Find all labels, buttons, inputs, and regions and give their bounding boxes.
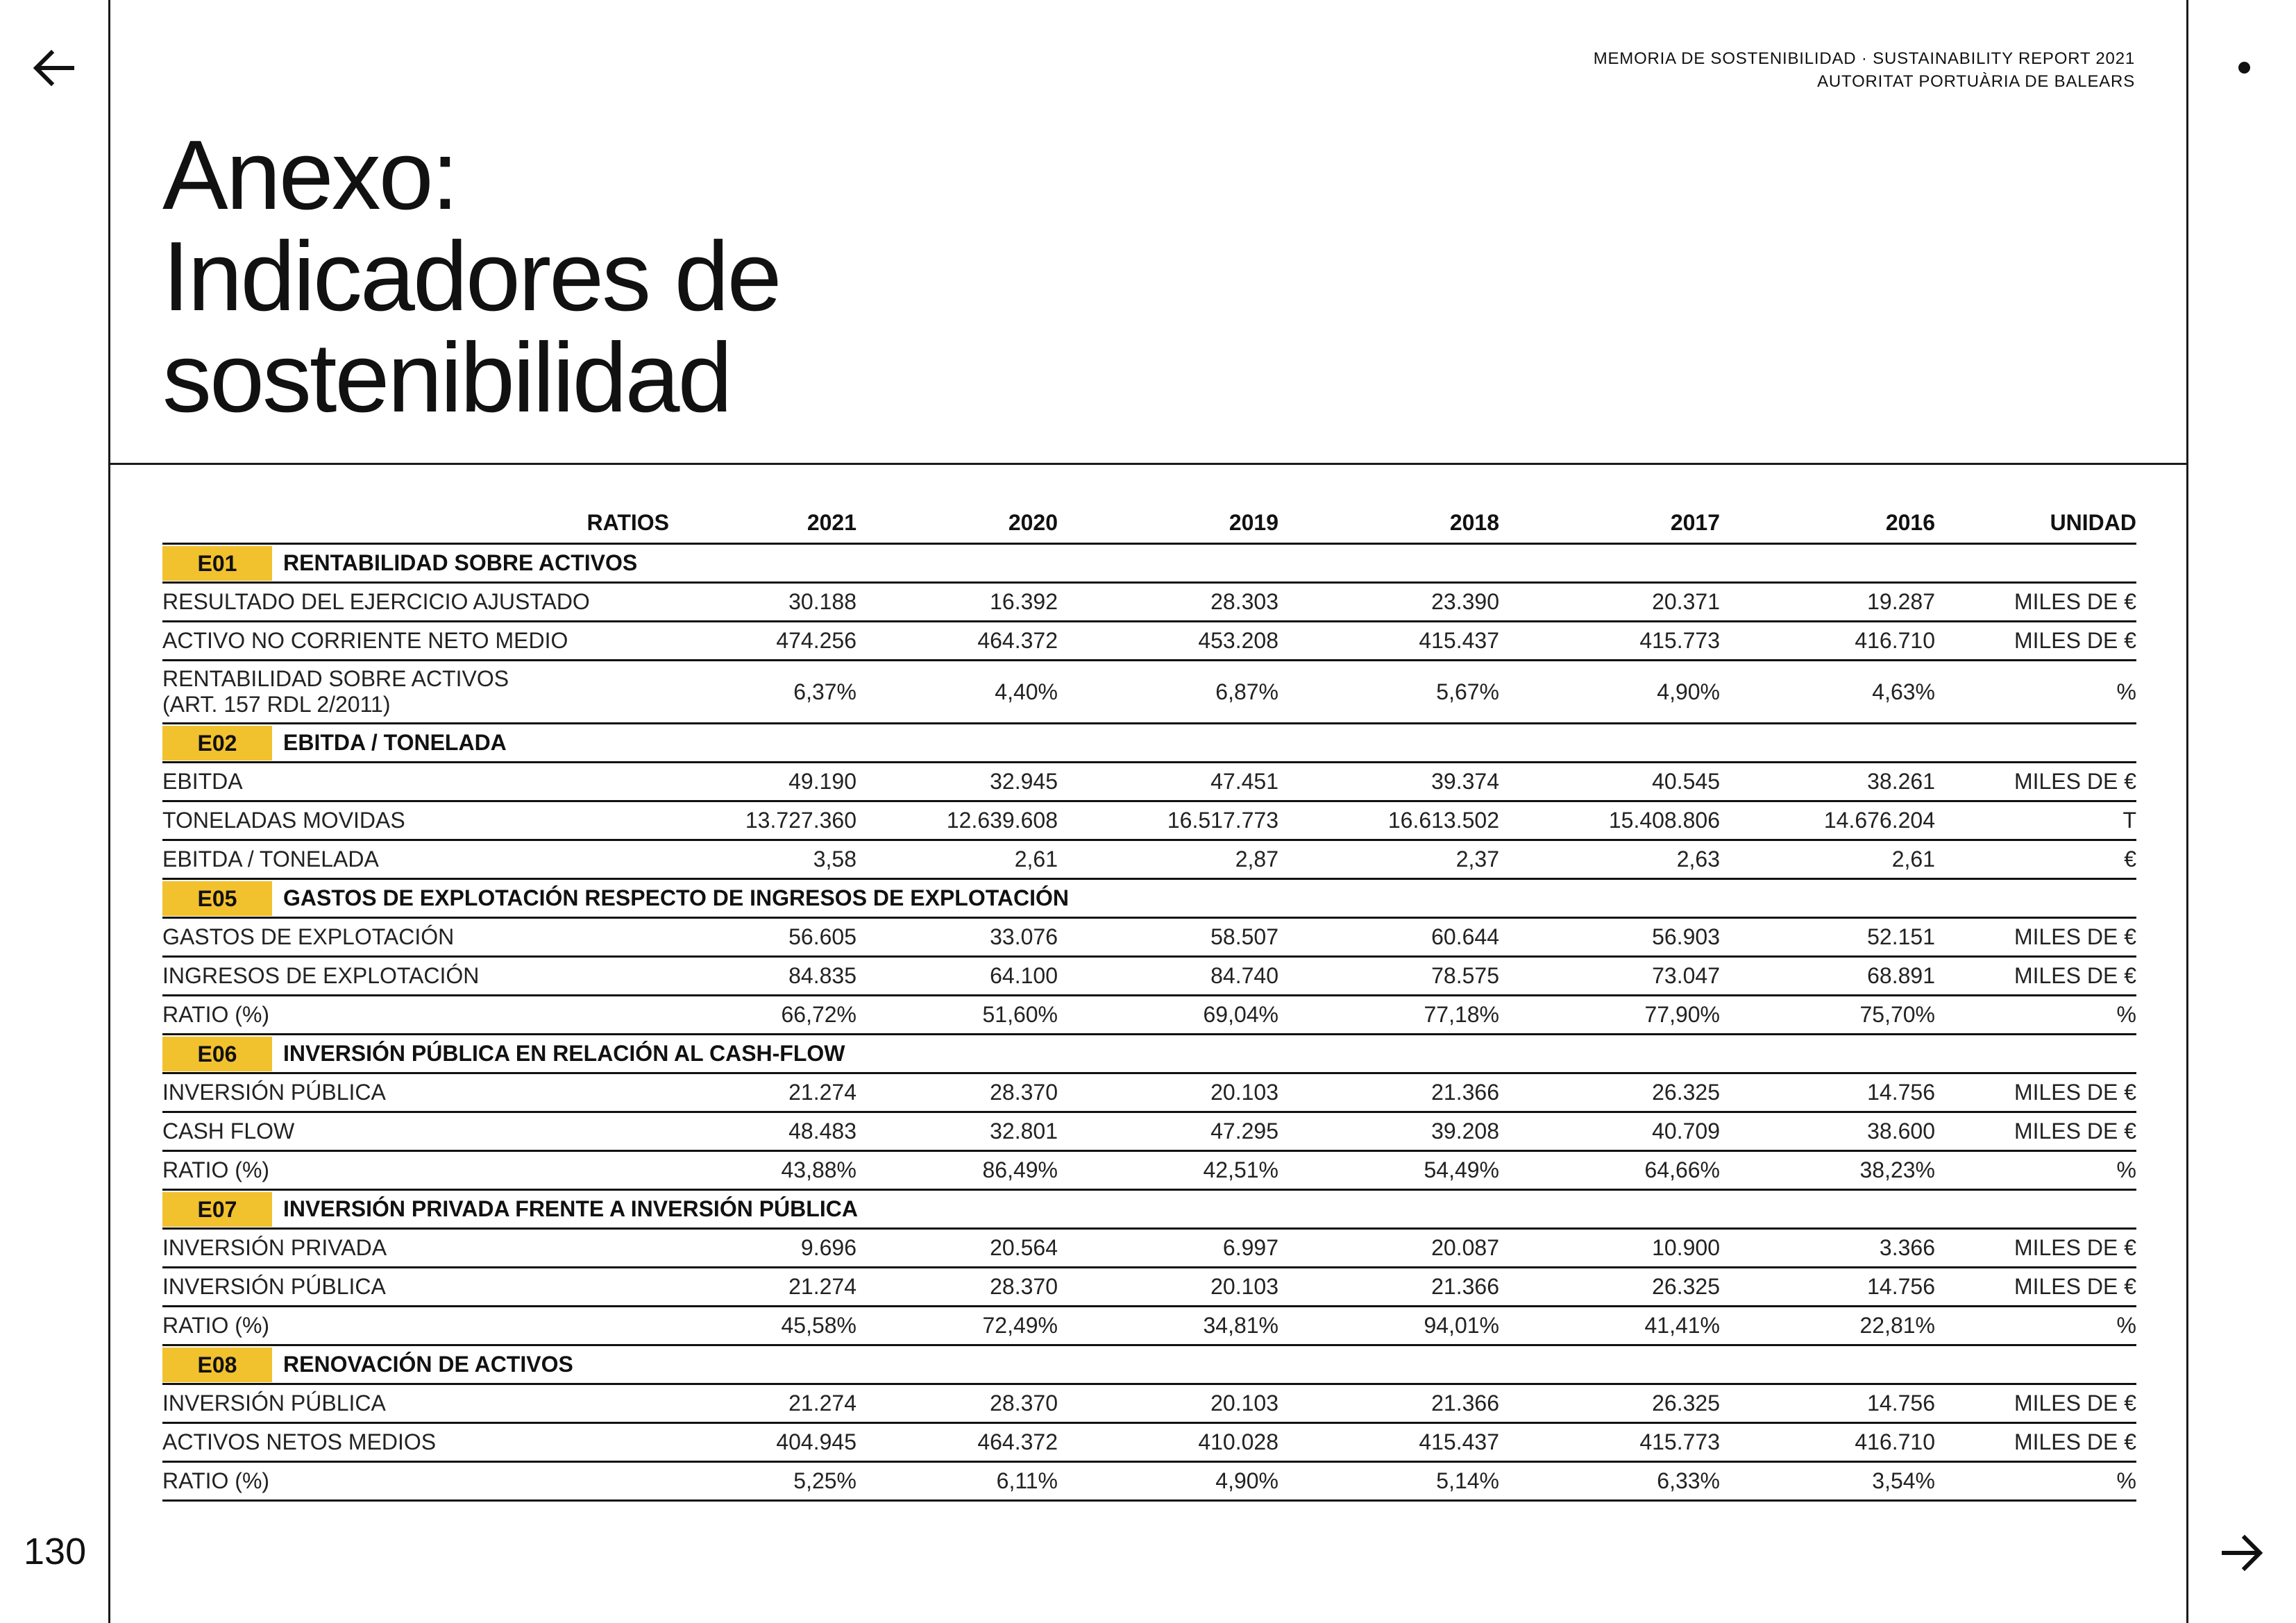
- row-label-text: TONELADAS MOVIDAS: [162, 808, 405, 833]
- unit-cell: %: [1935, 1462, 2136, 1501]
- table-row: [162, 763, 2136, 801]
- row-label: [162, 1151, 669, 1190]
- row-label: [162, 801, 669, 840]
- column-header-year: 2020: [856, 503, 1058, 544]
- value-cell: 38.261: [1720, 763, 1935, 801]
- value-cell: 415.437: [1278, 622, 1499, 661]
- value-cell: 21.274: [669, 1384, 856, 1423]
- unit-cell: %: [1935, 1151, 2136, 1190]
- section-row: [162, 1190, 2136, 1229]
- value-cell: 2,63: [1499, 840, 1720, 879]
- value-cell: 415.773: [1499, 622, 1720, 661]
- value-cell: 26.325: [1499, 1073, 1720, 1112]
- value-cell: 20.103: [1058, 1073, 1278, 1112]
- value-cell: 26.325: [1499, 1268, 1720, 1307]
- row-label-text: EBITDA / TONELADA: [162, 847, 379, 872]
- value-cell: 415.437: [1278, 1423, 1499, 1462]
- value-cell: 78.575: [1278, 957, 1499, 996]
- row-label: [162, 840, 669, 879]
- unit-cell: MILES DE €: [1935, 1268, 2136, 1307]
- value-cell: 16.517.773: [1058, 801, 1278, 840]
- row-label-text: GASTOS DE EXPLOTACIÓN: [162, 924, 455, 949]
- value-cell: 404.945: [669, 1423, 856, 1462]
- value-cell: 39.374: [1278, 763, 1499, 801]
- bullet-dot-icon: [2238, 62, 2250, 74]
- unit-cell: MILES DE €: [1935, 622, 2136, 661]
- unit-cell: MILES DE €: [1935, 1384, 2136, 1423]
- value-cell: 453.208: [1058, 622, 1278, 661]
- unit-cell: MILES DE €: [1935, 957, 2136, 996]
- value-cell: 47.295: [1058, 1112, 1278, 1151]
- table-row: [162, 1229, 2136, 1268]
- value-cell: 66,72%: [669, 996, 856, 1035]
- row-label-text: RESULTADO DEL EJERCICIO AJUSTADO: [162, 589, 590, 614]
- value-cell: 52.151: [1720, 918, 1935, 957]
- value-cell: 33.076: [856, 918, 1058, 957]
- value-cell: 30.188: [669, 583, 856, 622]
- report-header: [1594, 47, 2135, 93]
- value-cell: 3.366: [1720, 1229, 1935, 1268]
- value-cell: 415.773: [1499, 1423, 1720, 1462]
- value-cell: 69,04%: [1058, 996, 1278, 1035]
- left-border-line: [108, 0, 110, 1623]
- value-cell: 54,49%: [1278, 1151, 1499, 1190]
- value-cell: 2,87: [1058, 840, 1278, 879]
- table-row: [162, 957, 2136, 996]
- row-label-text: RATIO (%): [162, 1468, 270, 1493]
- indicator-code-badge: E07: [162, 1192, 272, 1227]
- value-cell: 416.710: [1720, 1423, 1935, 1462]
- row-label: [162, 622, 669, 661]
- value-cell: 20.564: [856, 1229, 1058, 1268]
- row-label: [162, 763, 669, 801]
- indicator-code-badge: E01: [162, 546, 272, 581]
- table-row: [162, 1268, 2136, 1307]
- report-header-line2: AUTORITAT PORTUÀRIA DE BALEARS: [1817, 72, 2135, 91]
- section-row: [162, 879, 2136, 918]
- section-row: [162, 544, 2136, 583]
- row-label: [162, 1268, 669, 1307]
- table-header-row: [162, 503, 2136, 544]
- unit-cell: %: [1935, 1307, 2136, 1345]
- value-cell: 48.483: [669, 1112, 856, 1151]
- value-cell: 32.945: [856, 763, 1058, 801]
- row-label-text: INVERSIÓN PRIVADA: [162, 1235, 387, 1260]
- value-cell: 43,88%: [669, 1151, 856, 1190]
- value-cell: 64.100: [856, 957, 1058, 996]
- column-header-year: 2017: [1499, 503, 1720, 544]
- value-cell: 13.727.360: [669, 801, 856, 840]
- column-header-year: 2021: [669, 503, 856, 544]
- row-label-text: INVERSIÓN PÚBLICA: [162, 1080, 386, 1105]
- table-row: [162, 918, 2136, 957]
- value-cell: 6,87%: [1058, 661, 1278, 724]
- table-row: [162, 996, 2136, 1035]
- value-cell: 45,58%: [669, 1307, 856, 1345]
- unit-cell: MILES DE €: [1935, 583, 2136, 622]
- value-cell: 75,70%: [1720, 996, 1935, 1035]
- value-cell: 6,33%: [1499, 1462, 1720, 1501]
- value-cell: 6,11%: [856, 1462, 1058, 1501]
- value-cell: 21.366: [1278, 1384, 1499, 1423]
- table-body: [162, 544, 2136, 1501]
- indicator-code-badge: E08: [162, 1348, 272, 1382]
- unit-cell: %: [1935, 996, 2136, 1035]
- unit-cell: %: [1935, 661, 2136, 724]
- table-row: [162, 1384, 2136, 1423]
- unit-cell: MILES DE €: [1935, 1112, 2136, 1151]
- table-row: [162, 583, 2136, 622]
- row-label: [162, 996, 669, 1035]
- row-label-text: INVERSIÓN PÚBLICA: [162, 1274, 386, 1299]
- value-cell: 58.507: [1058, 918, 1278, 957]
- table-row: [162, 622, 2136, 661]
- value-cell: 3,58: [669, 840, 856, 879]
- table-row: [162, 1423, 2136, 1462]
- indicator-title: INVERSIÓN PRIVADA FRENTE A INVERSIÓN PÚBLICA: [283, 1196, 858, 1221]
- value-cell: 15.408.806: [1499, 801, 1720, 840]
- row-label-text: CASH FLOW: [162, 1119, 295, 1144]
- value-cell: 16.392: [856, 583, 1058, 622]
- value-cell: 32.801: [856, 1112, 1058, 1151]
- value-cell: 77,18%: [1278, 996, 1499, 1035]
- value-cell: 16.613.502: [1278, 801, 1499, 840]
- indicator-title: RENTABILIDAD SOBRE ACTIVOS: [283, 550, 638, 575]
- value-cell: 5,25%: [669, 1462, 856, 1501]
- value-cell: 64,66%: [1499, 1151, 1720, 1190]
- value-cell: 14.756: [1720, 1073, 1935, 1112]
- value-cell: 40.709: [1499, 1112, 1720, 1151]
- value-cell: 416.710: [1720, 622, 1935, 661]
- row-label-text: RATIO (%): [162, 1157, 270, 1182]
- value-cell: 464.372: [856, 622, 1058, 661]
- table-row: [162, 1073, 2136, 1112]
- indicator-title: EBITDA / TONELADA: [283, 730, 507, 755]
- section-row: [162, 1345, 2136, 1384]
- value-cell: 40.545: [1499, 763, 1720, 801]
- value-cell: 5,67%: [1278, 661, 1499, 724]
- value-cell: 77,90%: [1499, 996, 1720, 1035]
- row-label-text: ACTIVOS NETOS MEDIOS: [162, 1429, 437, 1454]
- value-cell: 38.600: [1720, 1112, 1935, 1151]
- page-title-line3: sostenibilidad: [162, 323, 731, 433]
- row-label: [162, 661, 669, 724]
- table-row: [162, 1112, 2136, 1151]
- value-cell: 28.303: [1058, 583, 1278, 622]
- right-border-line: [2186, 0, 2188, 1623]
- row-label-text: RENTABILIDAD SOBRE ACTIVOS: [162, 666, 509, 691]
- row-label-text: RATIO (%): [162, 1002, 270, 1027]
- value-cell: 56.903: [1499, 918, 1720, 957]
- indicator-title: RENOVACIÓN DE ACTIVOS: [283, 1352, 573, 1377]
- value-cell: 73.047: [1499, 957, 1720, 996]
- value-cell: 21.274: [669, 1268, 856, 1307]
- value-cell: 4,63%: [1720, 661, 1935, 724]
- value-cell: 39.208: [1278, 1112, 1499, 1151]
- unit-cell: T: [1935, 801, 2136, 840]
- section-row: [162, 724, 2136, 763]
- value-cell: 6.997: [1058, 1229, 1278, 1268]
- value-cell: 20.371: [1499, 583, 1720, 622]
- row-label-text: EBITDA: [162, 769, 243, 794]
- ratios-table: [162, 503, 2136, 1502]
- value-cell: 41,41%: [1499, 1307, 1720, 1345]
- row-label-text: INGRESOS DE EXPLOTACIÓN: [162, 963, 480, 988]
- unit-cell: MILES DE €: [1935, 763, 2136, 801]
- row-label: [162, 1073, 669, 1112]
- value-cell: 4,40%: [856, 661, 1058, 724]
- value-cell: 14.756: [1720, 1384, 1935, 1423]
- value-cell: 84.740: [1058, 957, 1278, 996]
- value-cell: 51,60%: [856, 996, 1058, 1035]
- value-cell: 3,54%: [1720, 1462, 1935, 1501]
- value-cell: 22,81%: [1720, 1307, 1935, 1345]
- unit-cell: €: [1935, 840, 2136, 879]
- value-cell: 21.366: [1278, 1268, 1499, 1307]
- row-label-text: ACTIVO NO CORRIENTE NETO MEDIO: [162, 628, 568, 653]
- value-cell: 60.644: [1278, 918, 1499, 957]
- value-cell: 10.900: [1499, 1229, 1720, 1268]
- column-header-unidad: UNIDAD: [1935, 503, 2136, 544]
- value-cell: 23.390: [1278, 583, 1499, 622]
- table-row: [162, 1307, 2136, 1345]
- value-cell: 49.190: [669, 763, 856, 801]
- value-cell: 68.891: [1720, 957, 1935, 996]
- unit-cell: MILES DE €: [1935, 1423, 2136, 1462]
- value-cell: 4,90%: [1058, 1462, 1278, 1501]
- table-row: [162, 1462, 2136, 1501]
- value-cell: 84.835: [669, 957, 856, 996]
- page-number: 130: [24, 1531, 87, 1572]
- indicator-code-badge: E06: [162, 1037, 272, 1071]
- value-cell: 14.676.204: [1720, 801, 1935, 840]
- value-cell: 2,61: [1720, 840, 1935, 879]
- value-cell: 28.370: [856, 1384, 1058, 1423]
- value-cell: 34,81%: [1058, 1307, 1278, 1345]
- value-cell: 5,14%: [1278, 1462, 1499, 1501]
- row-label: [162, 1462, 669, 1501]
- indicator-code-badge: E02: [162, 726, 272, 760]
- row-label: [162, 1384, 669, 1423]
- value-cell: 86,49%: [856, 1151, 1058, 1190]
- value-cell: 38,23%: [1720, 1151, 1935, 1190]
- column-header-year: 2016: [1720, 503, 1935, 544]
- arrow-left-icon[interactable]: [26, 40, 82, 96]
- row-label: [162, 1112, 669, 1151]
- row-label: [162, 1423, 669, 1462]
- page-title: [162, 120, 780, 433]
- value-cell: 410.028: [1058, 1423, 1278, 1462]
- row-label: [162, 957, 669, 996]
- row-label: [162, 1229, 669, 1268]
- value-cell: 26.325: [1499, 1384, 1720, 1423]
- unit-cell: MILES DE €: [1935, 918, 2136, 957]
- table-row: [162, 661, 2136, 724]
- value-cell: 6,37%: [669, 661, 856, 724]
- header-divider: [108, 463, 2188, 465]
- table-row: [162, 840, 2136, 879]
- value-cell: 28.370: [856, 1073, 1058, 1112]
- value-cell: 28.370: [856, 1268, 1058, 1307]
- value-cell: 474.256: [669, 622, 856, 661]
- value-cell: 94,01%: [1278, 1307, 1499, 1345]
- value-cell: 56.605: [669, 918, 856, 957]
- indicator-title: GASTOS DE EXPLOTACIÓN RESPECTO DE INGRESOS DE EXPLOTACIÓN: [283, 885, 1070, 910]
- row-label-text: RATIO (%): [162, 1313, 270, 1338]
- value-cell: 72,49%: [856, 1307, 1058, 1345]
- row-label: [162, 918, 669, 957]
- value-cell: 464.372: [856, 1423, 1058, 1462]
- value-cell: 12.639.608: [856, 801, 1058, 840]
- value-cell: 14.756: [1720, 1268, 1935, 1307]
- value-cell: 20.103: [1058, 1384, 1278, 1423]
- column-header-year: 2019: [1058, 503, 1278, 544]
- indicator-code-badge: E05: [162, 881, 272, 916]
- page-title-line2: Indicadores de: [162, 221, 780, 332]
- section-row: [162, 1035, 2136, 1073]
- value-cell: 21.274: [669, 1073, 856, 1112]
- value-cell: 42,51%: [1058, 1151, 1278, 1190]
- value-cell: 2,37: [1278, 840, 1499, 879]
- value-cell: 21.366: [1278, 1073, 1499, 1112]
- indicator-title: INVERSIÓN PÚBLICA EN RELACIÓN AL CASH-FLOW: [283, 1041, 845, 1066]
- value-cell: 20.087: [1278, 1229, 1499, 1268]
- row-label-note: (ART. 157 RDL 2/2011): [162, 692, 391, 717]
- value-cell: 4,90%: [1499, 661, 1720, 724]
- value-cell: 20.103: [1058, 1268, 1278, 1307]
- arrow-right-icon[interactable]: [2214, 1525, 2270, 1581]
- page-title-line1: Anexo:: [162, 120, 457, 230]
- unit-cell: MILES DE €: [1935, 1073, 2136, 1112]
- value-cell: 9.696: [669, 1229, 856, 1268]
- value-cell: 2,61: [856, 840, 1058, 879]
- row-label: [162, 1307, 669, 1345]
- table-row: [162, 1151, 2136, 1190]
- column-header-year: 2018: [1278, 503, 1499, 544]
- table-row: [162, 801, 2136, 840]
- column-header-ratios: RATIOS: [162, 503, 669, 544]
- row-label: [162, 583, 669, 622]
- unit-cell: MILES DE €: [1935, 1229, 2136, 1268]
- value-cell: 19.287: [1720, 583, 1935, 622]
- report-header-line1: MEMORIA DE SOSTENIBILIDAD · SUSTAINABILITY REPORT 2021: [1593, 49, 2135, 68]
- value-cell: 47.451: [1058, 763, 1278, 801]
- row-label-text: INVERSIÓN PÚBLICA: [162, 1391, 386, 1416]
